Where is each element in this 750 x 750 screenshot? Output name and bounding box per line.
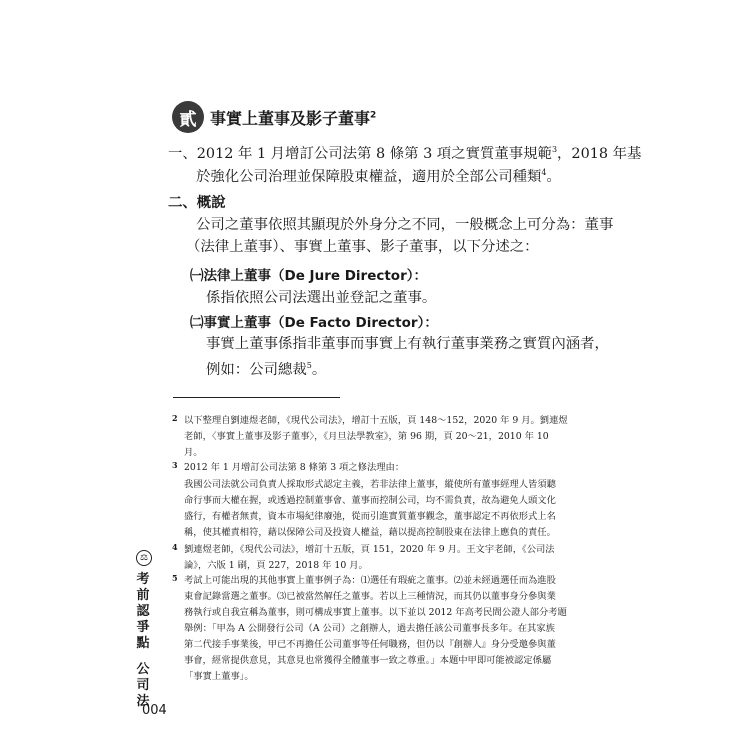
scales-icon: ⚖	[136, 550, 152, 566]
subsection-de-jure-title: ㈠法律上董事（De Jure Director）：	[190, 268, 427, 284]
footnote-ref: 2	[370, 110, 377, 121]
footnote-line: 「事實上董事」。	[184, 671, 254, 682]
footnote-line: 劉連煜老師，《現代公司法》，增訂十五版，頁 151，2020 年 9 月。王文宇老師，《公司法	[184, 544, 555, 555]
footnote-line: 論》，六版 1 刷，頁 227，2018 年 10 月。	[184, 560, 368, 571]
footnote-line: 務執行或自我宣稱為董事，則可構成事實上董事。以下並以 2012 年高考民間公證人部分考題	[184, 607, 567, 618]
subsection-de-facto-title: ㈡事實上董事（De Facto Director）：	[190, 315, 438, 331]
footnote-line: 月。	[184, 447, 203, 458]
footnote-ref: 5	[306, 361, 312, 370]
footnote-ref: 3	[551, 145, 558, 154]
footnote-ref: 4	[541, 168, 547, 177]
overview-line1: 公司之董事依照其顯現於外身分之不同，一般概念上可分為：董事	[196, 217, 614, 233]
overview-line2: （法律上董事）、事實上董事、影子董事，以下分述之：	[186, 239, 539, 255]
footnote-line: 我國公司法就公司負責人採取形式認定主義，若非法律上董事，縱使所有董事經理人皆須聽	[184, 479, 556, 490]
subsection-de-jure-text: 係指依照公司法選出並登記之董事。	[206, 290, 437, 306]
footnote-line: 命行事而大權在握，或透過控制董事會、董事而控制公司，均不需負責，故為避免人頭文化	[184, 495, 556, 506]
footnote-line: 以下整理自劉連煜老師，《現代公司法》，增訂十五版，頁 148～152，2020 年 9 月。劉連煜	[184, 415, 568, 426]
sidebar-series-label: 考 前 認 爭 點	[136, 572, 150, 651]
footnote-divider	[173, 397, 340, 398]
footnote-line: 第二代接手事業後，甲已不再擔任公司董事等任何職務，但仍以『創辦人』身分受邀參與董	[184, 639, 556, 650]
footnote-line: 舉例：「甲為 A 公開發行公司（A 公司）之創辦人，過去擔任該公司董事長多年。在其家族	[184, 623, 555, 634]
footnote-line: 事會，經常提供意見，其意見也常獲得全體董事一致之尊重。」本題中甲即可能被認定係屬	[184, 655, 552, 666]
footnote-number: 5	[172, 573, 178, 583]
subsection-de-facto-line1: 事實上董事係指非董事而事實上有執行董事業務之實質內涵者，	[206, 336, 609, 352]
section-number-badge: 貳	[172, 101, 204, 133]
section-title: 事實上董事及影子董事$^2$	[210, 109, 377, 128]
section1-line1: 一、2012 年 1 月增訂公司法第 8 條第 3 項之實質董事規範$^3$，2018 年基	[168, 145, 642, 162]
footnote-number: 3	[172, 460, 178, 470]
footnote-line: 2012 年 1 月增訂公司法第 8 條第 3 項之修法理由：	[184, 462, 405, 473]
footnote-line: 稱，使其權責相符，藉以保障公司及投資人權益，藉以提高控制股東在法律上應負的責任。	[184, 527, 556, 538]
footnote-line: 盛行，有權者無責，資本市場紀律廢弛，從而引進實質董事觀念，董事認定不再依形式上名	[184, 511, 556, 522]
footnote-line: 東會記錄當選之董事。⑶已被當然解任之董事。若以上三種情況，而其仍以董事身分參與業	[184, 591, 556, 602]
subsection-de-facto-line2: 例如：公司總裁$^5$。	[206, 361, 327, 378]
section1-line2: 於強化公司治理並保障股東權益，適用於全部公司種類$^4$。	[196, 168, 561, 185]
footnote-line: 老師，〈事實上董事及影子董事〉，《月旦法學教室》，第 96 期，頁 20～21，2010 年 10	[184, 431, 549, 442]
footnote-number: 4	[172, 542, 178, 552]
footnote-number: 2	[172, 413, 178, 423]
section2-title: 二、概說	[168, 195, 226, 211]
footnote-line: 考試上可能出現的其他事實上董事例子為：⑴選任有瑕疵之董事。⑵並未經過選任而為進股	[184, 575, 556, 586]
page-number: 004	[142, 703, 167, 718]
sidebar-subject-label: 公 司 法	[136, 662, 150, 709]
